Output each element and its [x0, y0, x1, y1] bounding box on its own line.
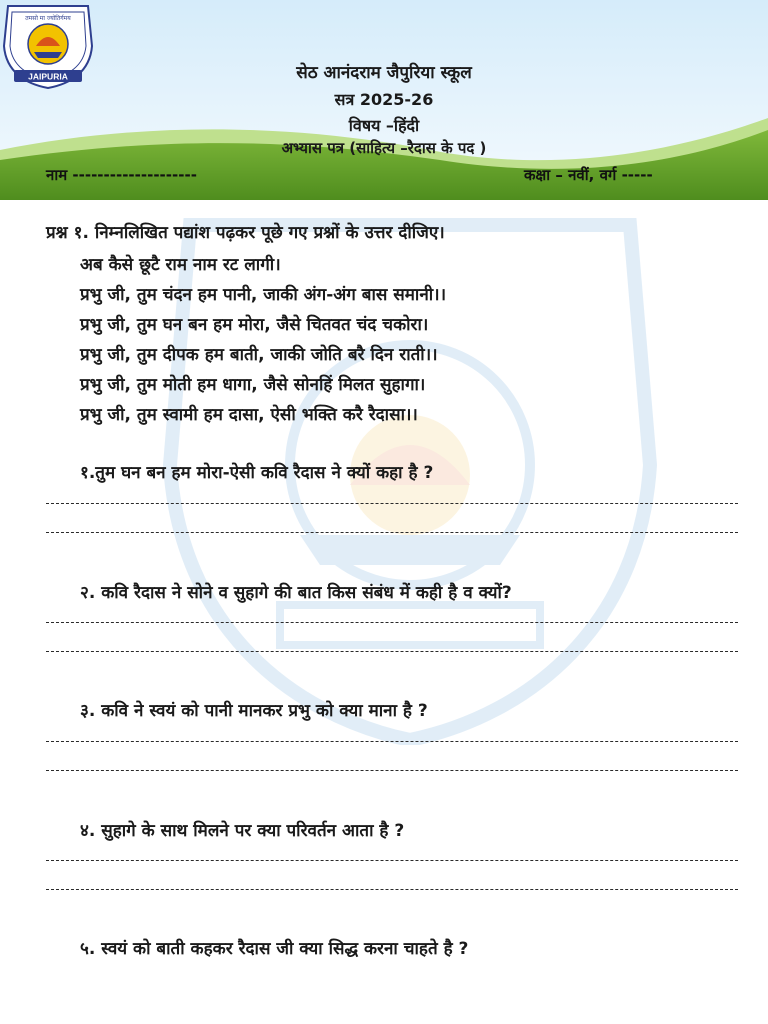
answer-line[interactable]: [46, 860, 738, 861]
logo-text: JAIPURIA: [28, 71, 68, 82]
worksheet-title: अभ्यास पत्र (साहित्य –रैदास के पद ): [281, 139, 487, 157]
poem-line: प्रभु जी, तुम स्वामी हम दासा, ऐसी भक्ति करै रैदासा।।: [80, 405, 418, 425]
school-name: सेठ आनंदराम जैपुरिया स्कूल: [296, 63, 472, 83]
answer-line[interactable]: [46, 503, 738, 504]
session-label: सत्र 2025-26: [334, 90, 434, 109]
subject-label: विषय –हिंदी: [348, 116, 420, 135]
question-heading: प्रश्न १. निम्नलिखित पद्यांश पढ़कर पूछे गए प्रश्नों के उत्तर दीजिए।: [46, 223, 445, 243]
poem-line: अब कैसे छूटै राम नाम रट लागी।: [80, 255, 281, 275]
sub-question-3: ३. कवि ने स्वयं को पानी मानकर प्रभु को क्या माना है ?: [80, 701, 428, 721]
answer-line[interactable]: [46, 622, 738, 623]
name-field[interactable]: नाम --------------------: [46, 166, 197, 184]
poem-line: प्रभु जी, तुम मोती हम धागा, जैसे सोनहिं मिलत सुहागा।: [80, 375, 426, 395]
sub-question-4: ४. सुहागे के साथ मिलने पर क्या परिवर्तन आता है ?: [80, 821, 405, 841]
logo-motto: तमसो मा ज्योतिर्गमय: [25, 15, 71, 22]
answer-line[interactable]: [46, 889, 738, 890]
sub-question-5: ५. स्वयं को बाती कहकर रैदास जी क्या सिद्ध करना चाहते है ?: [80, 939, 469, 959]
answer-line[interactable]: [46, 770, 738, 771]
poem-line: प्रभु जी, तुम दीपक हम बाती, जाकी जोति बरै दिन राती।।: [80, 345, 438, 365]
poem-line: प्रभु जी, तुम चंदन हम पानी, जाकी अंग-अंग बास समानी।।: [80, 285, 447, 305]
poem-line: प्रभु जी, तुम घन बन हम मोरा, जैसे चितवत चंद चकोरा।: [80, 315, 429, 335]
sub-question-2: २. कवि रैदास ने सोने व सुहागे की बात किस संबंध में कही है व क्यों?: [80, 583, 512, 603]
sub-question-1: १.तुम घन बन हम मोरा-ऐसी कवि रैदास ने क्यों कहा है ?: [80, 463, 434, 483]
poem-block: [80, 250, 446, 430]
answer-line[interactable]: [46, 532, 738, 533]
class-field[interactable]: कक्षा – नवीं, वर्ग -----: [524, 166, 653, 184]
answer-line[interactable]: [46, 741, 738, 742]
answer-line[interactable]: [46, 651, 738, 652]
